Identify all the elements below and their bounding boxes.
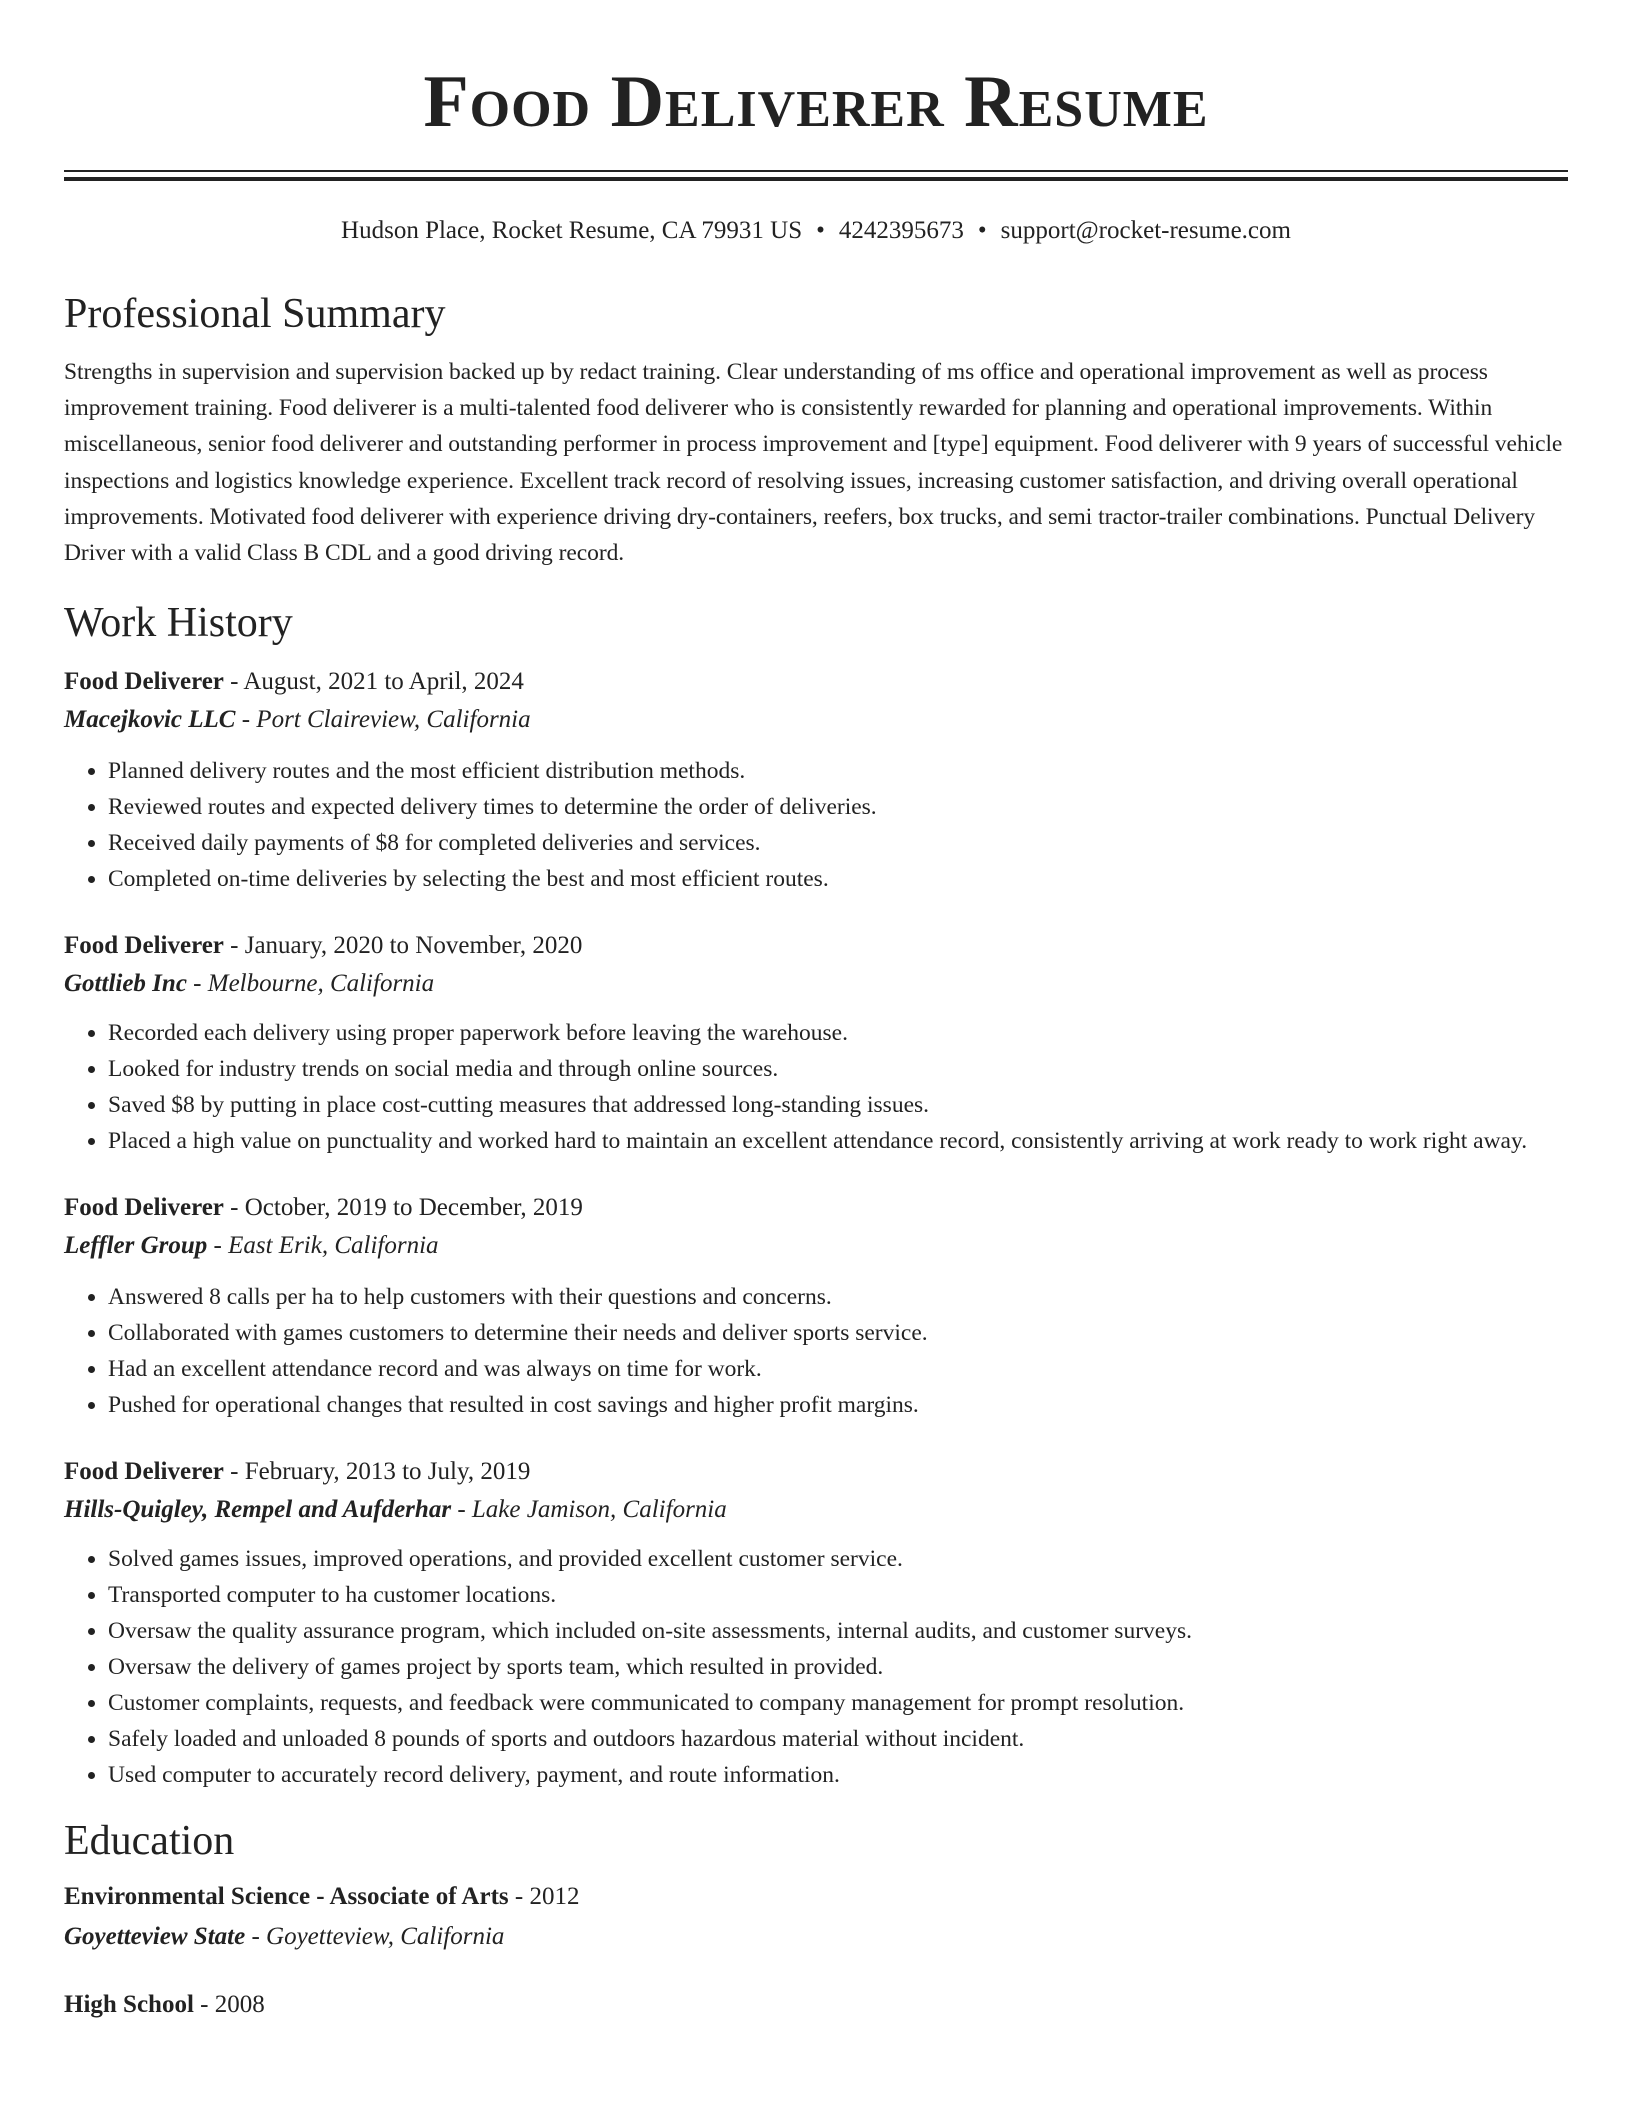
education-school-line (64, 1917, 1568, 1957)
job-location: - Port Claireview, California (235, 706, 531, 734)
contact-separator: • (977, 217, 987, 244)
education-year: - 2012 (508, 1883, 580, 1911)
duty-item: • Reviewed routes and expected delivery times to determine the order of deliveries. (108, 789, 1568, 825)
job-dates: - October, 2019 to December, 2019 (223, 1194, 583, 1222)
job-entry (64, 1189, 1568, 1423)
duty-item: • Completed on-time deliveries by selecting the best and most efficient routes. (108, 861, 1568, 897)
job-title: Food Deliverer (64, 668, 224, 696)
job-entry (64, 927, 1568, 1159)
summary-heading: Professional Summary (64, 291, 446, 337)
job-entry (64, 663, 1568, 897)
education-degree: High School (64, 1991, 194, 2019)
contact-phone: 4242395673 (838, 217, 964, 244)
job-dates: - February, 2013 to July, 2019 (223, 1458, 531, 1486)
duty-item: • Used computer to accurately record delivery, payment, and route information. (108, 1757, 1568, 1793)
job-company-line (64, 1491, 1568, 1529)
job-company-line (64, 701, 1568, 739)
duty-item: • Oversaw the delivery of games project by sports team, which resulted in provided. (108, 1649, 1568, 1685)
work-history-heading: Work History (64, 600, 293, 647)
duty-item: • Customer complaints, requests, and feedback were communicated to company management for prompt resolution. (108, 1685, 1568, 1721)
duty-item: • Looked for industry trends on social media and through online sources. (108, 1051, 1568, 1087)
job-location: - Melbourne, California (186, 970, 435, 998)
job-title: Food Deliverer (64, 932, 224, 960)
job-location: - East Erik, California (207, 1232, 439, 1260)
education-heading: Education (64, 1818, 235, 1865)
job-company: Leffler Group (64, 1232, 208, 1260)
education-title-line (64, 1985, 1568, 2025)
duty-item: • Collaborated with games customers to determine their needs and deliver sports service. (108, 1315, 1568, 1351)
education-location: - Goyetteview, California (245, 1923, 505, 1951)
duty-item: • Recorded each delivery using proper paperwork before leaving the warehouse. (108, 1015, 1568, 1051)
duty-list (64, 753, 1568, 897)
duty-item: • Pushed for operational changes that resulted in cost savings and higher profit margins. (108, 1387, 1568, 1423)
duty-item: • Planned delivery routes and the most efficient distribution methods. (108, 753, 1568, 789)
contact-separator: • (816, 217, 825, 244)
duty-item: • Answered 8 calls per ha to help customers with their questions and concerns. (108, 1279, 1568, 1315)
education-title-line (64, 1877, 1568, 1917)
duty-item: • Transported computer to ha customer locations. (108, 1577, 1568, 1613)
duty-item: • Safely loaded and unloaded 8 pounds of sports and outdoors hazardous material without incident. (108, 1721, 1568, 1757)
contact-address: Hudson Place, Rocket Resume, CA 79931 US (341, 217, 803, 244)
job-location: - Lake Jamison, California (451, 1496, 727, 1524)
job-title: Food Deliverer (64, 1458, 224, 1486)
job-company-line (64, 1227, 1568, 1265)
job-company: Macejkovic LLC (64, 706, 236, 734)
education-entry (64, 1877, 1568, 1957)
duty-item: • Placed a high value on punctuality and worked hard to maintain an excellent attendance record, consistently arriving at work ready to work right away. (108, 1123, 1568, 1159)
duty-item: • Had an excellent attendance record and was always on time for work. (108, 1351, 1568, 1387)
job-company-line (64, 965, 1568, 1003)
duty-item: • Solved games issues, improved operations, and provided excellent customer service. (108, 1541, 1568, 1577)
contact-email: support@rocket-resume.com (1000, 217, 1291, 244)
education-year: - 2008 (193, 1991, 265, 2019)
education-degree: Environmental Science - Associate of Arts (64, 1883, 509, 1911)
duty-item: • Received daily payments of $8 for completed deliveries and services. (108, 825, 1568, 861)
education-school: Goyetteview State (64, 1923, 246, 1951)
contact-line (64, 215, 1568, 247)
job-title: Food Deliverer (64, 1194, 224, 1222)
duty-list (64, 1541, 1568, 1793)
title-double-rule (64, 170, 1568, 181)
job-company: Hills-Quigley, Rempel and Aufderhar (64, 1496, 452, 1524)
duty-item: • Oversaw the quality assurance program, which included on-site assessments, internal audits, and customer surveys. (108, 1613, 1568, 1649)
job-dates: - January, 2020 to November, 2020 (223, 932, 583, 960)
job-dates: - August, 2021 to April, 2024 (223, 668, 524, 696)
job-title-line (64, 663, 1568, 701)
duty-list (64, 1279, 1568, 1423)
summary-text: Strengths in supervision and supervision backed up by redact training. Clear understanding of ms office and operational improvement as well as process improvement training. Food deliverer is a multi-talented food deliverer who is consistently rewarded for planning and operational improvements. Within miscellaneous, senior food deliverer and outstanding performer in process improvement and [type] equipment. Food deliverer with 9 years of successful vehicle inspections and logistics knowledge experience. Excellent track record of resolving issues, increasing customer satisfaction, and driving overall operational improvements. Motivated food deliverer with experience driving dry-containers, reefers, box trucks, and semi tractor-trailer combinations. Punctual Delivery Driver with a valid Class B CDL and a good driving record. (64, 359, 1563, 567)
job-title-line (64, 1189, 1568, 1227)
resume-title: Food Deliverer Resume (423, 61, 1209, 143)
education-entry (64, 1985, 1568, 2025)
job-title-line (64, 1453, 1568, 1491)
duty-item: • Saved $8 by putting in place cost-cutting measures that addressed long-standing issues. (108, 1087, 1568, 1123)
job-title-line (64, 927, 1568, 965)
job-entry (64, 1453, 1568, 1793)
duty-list (64, 1015, 1568, 1159)
job-company: Gottlieb Inc (64, 970, 187, 998)
